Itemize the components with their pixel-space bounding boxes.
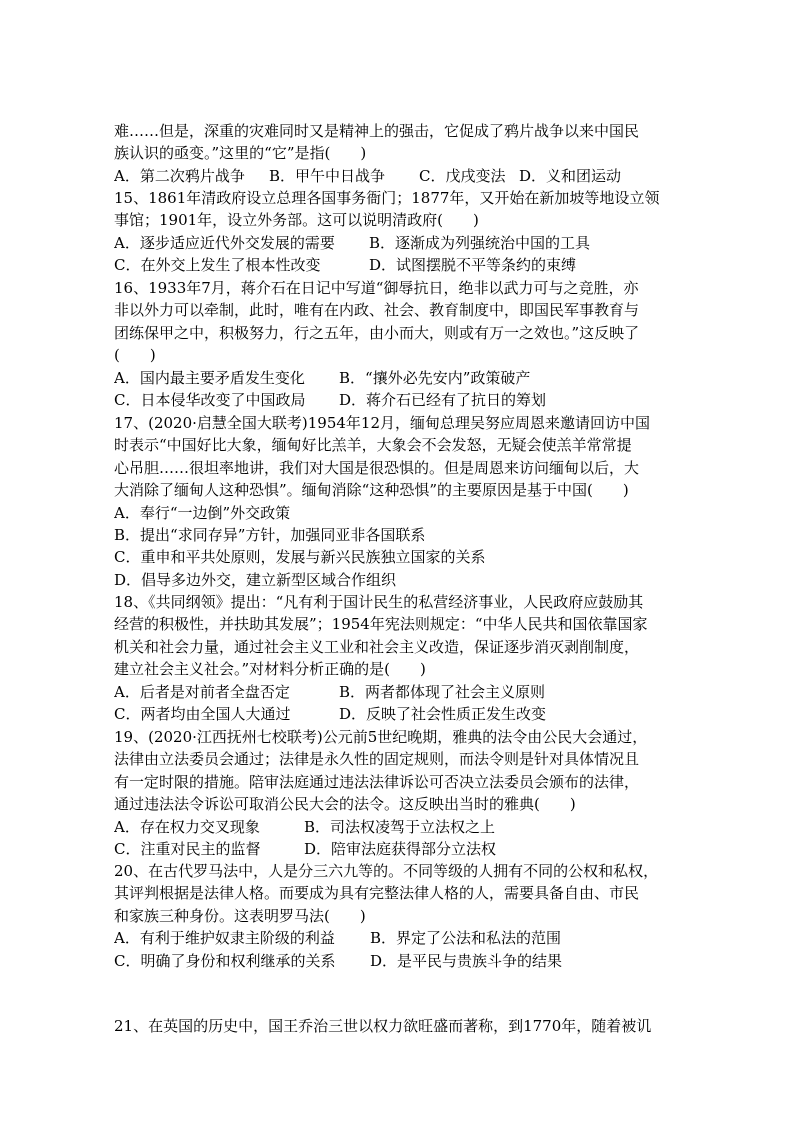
question-text-line: 19、(2020·江西抚州七校联考)公元前5世纪晚期，雅典的法令由公民大会通过， xyxy=(114,728,648,746)
option-a: A．奉行“一边倒”外交政策 xyxy=(114,503,291,522)
option-d: D．是平民与贵族斗争的结果 xyxy=(370,951,563,970)
question-text-line: 建立社会主义社会。”对材料分析正确的是( ) xyxy=(114,660,426,679)
option-a: A．有利于维护奴隶主阶级的利益 xyxy=(114,929,335,948)
option-d: D．试图摆脱不平等条约的束缚 xyxy=(369,256,577,275)
question-text-line: 机关和社会力量，通过社会主义工业和社会主义改造，保证逐步消灭剥削制度， xyxy=(114,637,640,656)
question-text-line: 团练保甲之中，积极努力，行之五年，由小而大，则或有万一之效也。”这反映了 xyxy=(114,323,640,342)
question-18 xyxy=(114,591,684,725)
option-d: D．陪审法庭获得部分立法权 xyxy=(304,839,497,858)
question-text-line: 经营的积极性，并扶助其发展”；1954年宪法则规定：“中华人民共和国依靠国家 xyxy=(114,615,648,634)
option-c: C．注重对民主的监督 xyxy=(114,839,261,858)
options-row xyxy=(114,816,684,838)
option-d: D．倡导多边外交，建立新型区域合作组织 xyxy=(114,570,397,589)
option-d: D．蒋介石已经有了抗日的筹划 xyxy=(339,390,547,409)
question-text-line: 15、1861年清政府设立总理各国事务衙门；1877年，又开始在新加坡等地设立领 xyxy=(114,189,660,207)
question-text-line: 18、《共同纲领》提出：“凡有利于国计民生的私营经济事业，人民政府应鼓励其 xyxy=(114,593,644,611)
option-b: B．“攘外必先安内”政策破产 xyxy=(339,368,531,387)
options-row xyxy=(114,703,684,725)
question-text-line: 其评判根据是法律人格。而要成为具有完整法律人格的人，需要具备自由、市民 xyxy=(114,884,640,903)
options-row xyxy=(114,838,684,860)
option-a: A．存在权力交叉现象 xyxy=(114,817,260,836)
options-row xyxy=(114,232,684,254)
question-text-line: 时表示“中国好比大象，缅甸好比羔羊，大象会不会发怒，无疑会使羔羊常常提 xyxy=(114,436,632,455)
question-20 xyxy=(114,860,684,972)
question-text-line: 21、在英国的历史中，国王乔治三世以权力欲旺盛而著称，到1770年，随着被讥 xyxy=(114,1017,652,1035)
options-row xyxy=(114,681,684,703)
option-b: B．司法权凌驾于立法权之上 xyxy=(304,817,496,836)
option-b: B．逐渐成为列强统治中国的工具 xyxy=(369,233,591,252)
options-row xyxy=(114,165,684,187)
question-text-line: 事馆；1901年，设立外务部。这可以说明清政府( ) xyxy=(114,211,479,230)
question-text-line: 17、(2020·启慧全国大联考)1954年12月，缅甸总理吴努应周恩来邀请回访中国 xyxy=(114,414,650,432)
question-text-line: 族认识的亟变。”这里的“它”是指( ) xyxy=(114,144,367,163)
question-15 xyxy=(114,187,684,277)
options-row xyxy=(114,927,684,949)
option-b: B．提出“求同存异”方针，加强同亚非各国联系 xyxy=(114,525,426,544)
question-text-line: 难……但是，深重的灾难同时又是精神上的强击，它促成了鸦片战争以来中国民 xyxy=(114,122,640,140)
option-d: D．反映了社会性质正发生改变 xyxy=(339,704,547,723)
question-14 xyxy=(114,120,684,187)
question-text-line: 20、在古代罗马法中，人是分三六九等的。不同等级的人拥有不同的公权和私权， xyxy=(114,862,659,880)
question-text-line: ( ) xyxy=(114,346,156,365)
option-a: A．国内最主要矛盾发生变化 xyxy=(114,368,305,387)
question-17 xyxy=(114,412,684,591)
question-text-line: 和家族三种身份。这表明罗马法( ) xyxy=(114,906,366,925)
option-d: D．义和团运动 xyxy=(519,166,622,185)
question-text-line: 通过违法法令诉讼可取消公民大会的法令。这反映出当时的雅典( ) xyxy=(114,795,576,814)
options-row xyxy=(114,367,684,389)
option-c: C．重申和平共处原则，发展与新兴民族独立国家的关系 xyxy=(114,548,486,567)
option-b: B．界定了公法和私法的范围 xyxy=(370,929,562,948)
option-c: C．明确了身份和权利继承的关系 xyxy=(114,951,336,970)
option-c: C．戊戌变法 xyxy=(419,166,506,185)
option-a: A．第二次鸦片战争 xyxy=(114,166,245,185)
question-text-line: 法律由立法委员会通过；法律是永久性的固定规则，而法令则是针对具体情况且 xyxy=(114,750,640,769)
option-c: C．日本侵华改变了中国政局 xyxy=(114,390,306,409)
question-text-line: 有一定时限的措施。陪审法庭通过违法法律诉讼可否决立法委员会颁布的法律， xyxy=(114,772,640,791)
question-text-line: 心吊胆……很坦率地讲，我们对大国是很恐惧的。但是周恩来访问缅甸以后，大 xyxy=(114,458,640,477)
question-19 xyxy=(114,726,684,860)
option-a: A．后者是对前者全盘否定 xyxy=(114,682,290,701)
option-a: A．逐步适应近代外交发展的需要 xyxy=(114,233,335,252)
question-text-line: 16、1933年7月，蒋介石在日记中写道“御辱抗日，绝非以武力可与之竞胜，亦 xyxy=(114,279,639,297)
options-row xyxy=(114,950,684,972)
question-21 xyxy=(114,1015,684,1037)
option-b: B．两者都体现了社会主义原则 xyxy=(339,682,546,701)
option-c: C．两者均由全国人大通过 xyxy=(114,704,291,723)
question-text-line: 大消除了缅甸人这种恐惧”。缅甸消除“这种恐惧”的主要原因是基于中国( ) xyxy=(114,481,629,500)
question-16 xyxy=(114,277,684,411)
option-c: C．在外交上发生了根本性改变 xyxy=(114,256,321,275)
option-b: B．甲午中日战争 xyxy=(269,166,386,185)
options-row xyxy=(114,389,684,411)
question-text-line: 非以外力可以牵制，此时，唯有在内政、社会、教育制度中，即国民军事教育与 xyxy=(114,301,640,320)
options-row xyxy=(114,254,684,276)
